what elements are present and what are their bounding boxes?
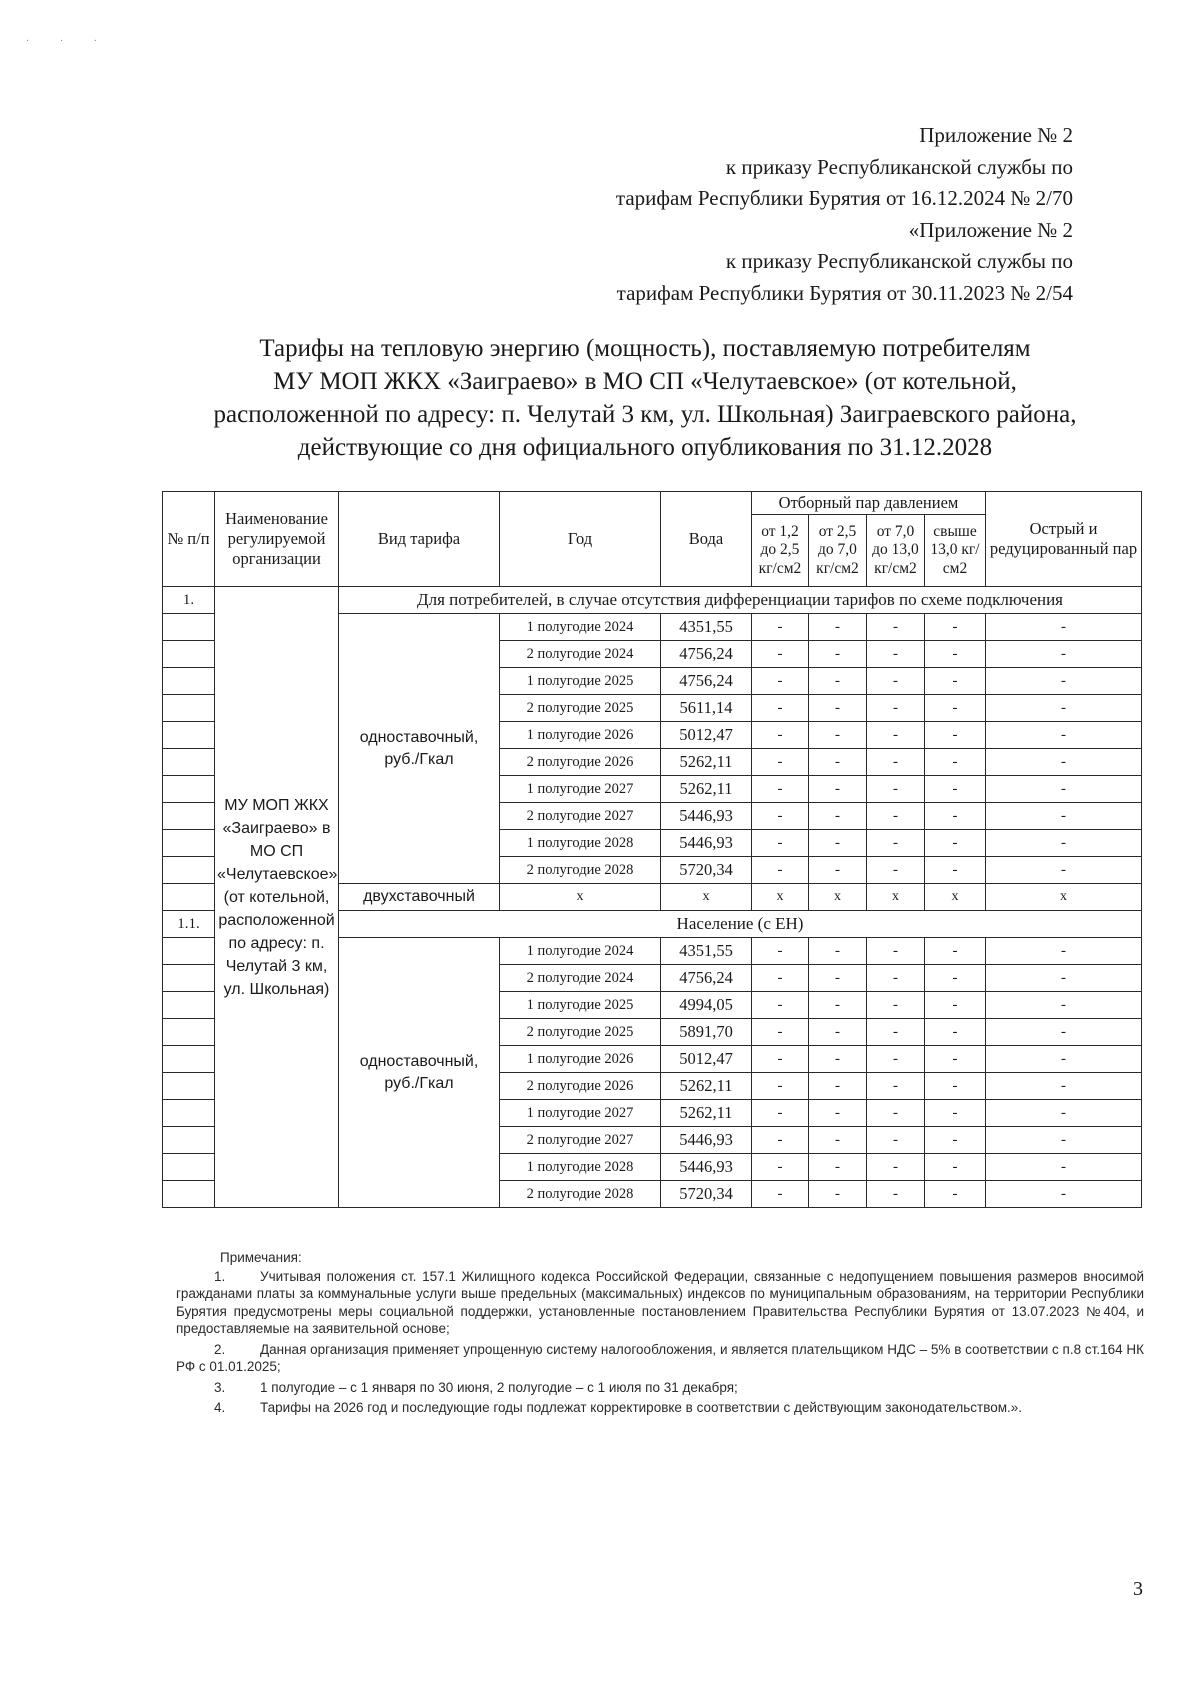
row-number: [163, 722, 215, 749]
empty-value-cell: -: [809, 1181, 867, 1208]
empty-value-cell: -: [809, 695, 867, 722]
empty-value-cell: -: [925, 803, 986, 830]
row-number: [163, 695, 215, 722]
row-number: [163, 1073, 215, 1100]
empty-value-cell: -: [752, 695, 809, 722]
not-applicable-cell: х: [500, 884, 661, 911]
empty-value-cell: -: [752, 965, 809, 992]
empty-value-cell: -: [809, 668, 867, 695]
note-text: Тарифы на 2026 год и последующие годы подлежат корректировке в соответствии с действующим законодательством.».: [260, 1400, 1023, 1415]
empty-value-cell: -: [925, 695, 986, 722]
notes: [176, 1249, 1144, 1420]
empty-value-cell: -: [809, 614, 867, 641]
empty-value-cell: -: [809, 992, 867, 1019]
water-tariff-cell: 5611,14: [661, 695, 752, 722]
empty-value-cell: -: [809, 749, 867, 776]
empty-value-cell: -: [986, 1046, 1142, 1073]
note-number: 3.: [214, 1379, 226, 1395]
water-tariff-cell: 4994,05: [661, 992, 752, 1019]
empty-value-cell: -: [809, 803, 867, 830]
empty-value-cell: -: [867, 1019, 925, 1046]
header-num: № п/п: [163, 492, 215, 587]
empty-value-cell: -: [867, 965, 925, 992]
period-cell: 1 полугодие 2025: [500, 992, 661, 1019]
note-text: 1 полугодие – с 1 января по 30 июня, 2 полугодие – с 1 июля по 31 декабря;: [260, 1379, 738, 1395]
empty-value-cell: -: [925, 965, 986, 992]
empty-value-cell: -: [867, 641, 925, 668]
empty-value-cell: -: [925, 857, 986, 884]
empty-value-cell: -: [867, 992, 925, 1019]
row-number: [163, 614, 215, 641]
empty-value-cell: -: [867, 1154, 925, 1181]
row-number: [163, 965, 215, 992]
header-line: к приказу Республиканской службы по: [725, 249, 1073, 273]
empty-value-cell: -: [925, 938, 986, 965]
empty-value-cell: -: [986, 1073, 1142, 1100]
period-cell: 1 полугодие 2026: [500, 722, 661, 749]
empty-value-cell: -: [752, 668, 809, 695]
period-cell: 2 полугодие 2026: [500, 1073, 661, 1100]
water-tariff-cell: 5012,47: [661, 722, 752, 749]
row-number: [163, 803, 215, 830]
not-applicable-cell: х: [986, 884, 1142, 911]
empty-value-cell: -: [986, 938, 1142, 965]
header-sharp-steam: Острый и редуцированный пар: [986, 492, 1142, 587]
empty-value-cell: -: [867, 938, 925, 965]
row-number: [163, 857, 215, 884]
not-applicable-cell: х: [809, 884, 867, 911]
empty-value-cell: -: [752, 992, 809, 1019]
empty-value-cell: -: [867, 830, 925, 857]
appendix-header: [616, 120, 1073, 309]
header-pressure-3: от 7,0 до 13,0 кг/см2: [867, 515, 925, 587]
notes-title: Примечания:: [220, 1250, 302, 1265]
period-cell: 2 полугодие 2024: [500, 965, 661, 992]
empty-value-cell: -: [986, 1100, 1142, 1127]
water-tariff-cell: 5446,93: [661, 830, 752, 857]
empty-value-cell: -: [925, 1073, 986, 1100]
period-cell: 2 полугодие 2028: [500, 857, 661, 884]
period-cell: 2 полугодие 2026: [500, 749, 661, 776]
empty-value-cell: -: [809, 965, 867, 992]
header-line: Приложение № 2: [919, 123, 1073, 147]
empty-value-cell: -: [752, 1127, 809, 1154]
note-number: 2.: [214, 1341, 226, 1357]
note-number: 1.: [214, 1268, 226, 1284]
empty-value-cell: -: [752, 1019, 809, 1046]
empty-value-cell: -: [925, 749, 986, 776]
row-number: [163, 1127, 215, 1154]
empty-value-cell: -: [752, 938, 809, 965]
section-row: [163, 587, 1142, 614]
title-line: расположенной по адресу: п. Челутай 3 км, ул. Школьная) Заиграевского района,: [213, 401, 1077, 428]
empty-value-cell: -: [986, 830, 1142, 857]
empty-value-cell: -: [867, 857, 925, 884]
empty-value-cell: -: [986, 992, 1142, 1019]
tariff-table-body: [163, 492, 1142, 1208]
empty-value-cell: -: [752, 776, 809, 803]
empty-value-cell: -: [986, 614, 1142, 641]
empty-value-cell: -: [986, 641, 1142, 668]
period-cell: 1 полугодие 2028: [500, 830, 661, 857]
note-item: [176, 1379, 1144, 1397]
water-tariff-cell: 4756,24: [661, 965, 752, 992]
empty-value-cell: -: [986, 776, 1142, 803]
row-number: [163, 1154, 215, 1181]
period-cell: 2 полугодие 2027: [500, 803, 661, 830]
empty-value-cell: -: [752, 722, 809, 749]
empty-value-cell: -: [867, 1073, 925, 1100]
empty-value-cell: -: [925, 722, 986, 749]
period-cell: 2 полугодие 2027: [500, 1127, 661, 1154]
empty-value-cell: -: [752, 641, 809, 668]
empty-value-cell: -: [809, 857, 867, 884]
empty-value-cell: -: [752, 830, 809, 857]
empty-value-cell: -: [925, 1181, 986, 1208]
empty-value-cell: -: [925, 1154, 986, 1181]
tariff-kind: одноставочный, руб./Гкал: [339, 938, 500, 1208]
empty-value-cell: -: [809, 1046, 867, 1073]
row-number: [163, 830, 215, 857]
row-number: 1.: [163, 587, 215, 614]
empty-value-cell: -: [986, 668, 1142, 695]
empty-value-cell: -: [809, 641, 867, 668]
water-tariff-cell: 5012,47: [661, 1046, 752, 1073]
empty-value-cell: -: [986, 1181, 1142, 1208]
water-tariff-cell: 5720,34: [661, 857, 752, 884]
water-tariff-cell: 5446,93: [661, 1127, 752, 1154]
tariff-kind: одноставочный, руб./Гкал: [339, 614, 500, 884]
empty-value-cell: -: [986, 965, 1142, 992]
period-cell: 1 полугодие 2028: [500, 1154, 661, 1181]
empty-value-cell: -: [867, 776, 925, 803]
row-number: [163, 1181, 215, 1208]
empty-value-cell: -: [925, 1046, 986, 1073]
header-org: Наименование регулируемой организации: [215, 492, 339, 587]
note-item: [176, 1341, 1144, 1376]
organization-name: МУ МОП ЖКХ «Заиграево» в МО СП «Челутаевское» (от котельной, расположенной по адресу: п. Челутай 3 км, ул. Школьная): [215, 587, 339, 1208]
page-number: 3: [1133, 1578, 1143, 1600]
empty-value-cell: -: [867, 722, 925, 749]
empty-value-cell: -: [925, 1019, 986, 1046]
empty-value-cell: -: [986, 857, 1142, 884]
row-number: [163, 668, 215, 695]
period-cell: 2 полугодие 2024: [500, 641, 661, 668]
row-number: [163, 1046, 215, 1073]
empty-value-cell: -: [752, 803, 809, 830]
period-cell: 1 полугодие 2027: [500, 1100, 661, 1127]
empty-value-cell: -: [752, 1046, 809, 1073]
header-line: к приказу Республиканской службы по: [725, 154, 1073, 179]
empty-value-cell: -: [752, 1154, 809, 1181]
period-cell: 1 полугодие 2025: [500, 668, 661, 695]
not-applicable-cell: х: [752, 884, 809, 911]
empty-value-cell: -: [809, 776, 867, 803]
empty-value-cell: -: [752, 1073, 809, 1100]
empty-value-cell: -: [809, 1100, 867, 1127]
table-header-row: [163, 492, 1142, 515]
header-steam-group: Отборный пар давлением: [752, 492, 986, 515]
header-pressure-1: от 1,2 до 2,5 кг/см2: [752, 515, 809, 587]
header-pressure-4: свыше 13,0 кг/см2: [925, 515, 986, 587]
empty-value-cell: -: [809, 1073, 867, 1100]
row-number: [163, 884, 215, 911]
empty-value-cell: -: [925, 1100, 986, 1127]
empty-value-cell: -: [986, 695, 1142, 722]
not-applicable-cell: х: [661, 884, 752, 911]
water-tariff-cell: 5262,11: [661, 749, 752, 776]
empty-value-cell: -: [925, 830, 986, 857]
row-number: [163, 776, 215, 803]
empty-value-cell: -: [752, 614, 809, 641]
water-tariff-cell: 5262,11: [661, 1073, 752, 1100]
empty-value-cell: -: [867, 668, 925, 695]
empty-value-cell: -: [752, 1100, 809, 1127]
period-cell: 1 полугодие 2027: [500, 776, 661, 803]
note-item: [176, 1399, 1144, 1417]
empty-value-cell: -: [752, 749, 809, 776]
note-text: Данная организация применяет упрощенную систему налогообложения, и является плательщиком НДС – 5% в соответствии с п.8 ст.164 НК РФ с 01.01.2025;: [176, 1341, 1144, 1374]
period-cell: 2 полугодие 2028: [500, 1181, 661, 1208]
empty-value-cell: -: [867, 1181, 925, 1208]
empty-value-cell: -: [925, 614, 986, 641]
empty-value-cell: -: [752, 1181, 809, 1208]
empty-value-cell: -: [925, 668, 986, 695]
row-number: [163, 1100, 215, 1127]
empty-value-cell: -: [986, 1019, 1142, 1046]
scan-artifact: · · ·: [26, 36, 111, 47]
tariff-table: [162, 491, 1142, 1208]
period-cell: 2 полугодие 2025: [500, 1019, 661, 1046]
empty-value-cell: -: [809, 830, 867, 857]
title-line: МУ МОП ЖКХ «Заиграево» в МО СП «Челутаевское» (от котельной,: [273, 368, 1017, 395]
empty-value-cell: -: [867, 1100, 925, 1127]
empty-value-cell: -: [867, 1127, 925, 1154]
title-line: Тарифы на тепловую энергию (мощность), поставляемую потребителям: [259, 335, 1031, 362]
section-label: Для потребителей, в случае отсутствия дифференциации тарифов по схеме подключения: [339, 587, 1142, 614]
header-pressure-2: от 2,5 до 7,0 кг/см2: [809, 515, 867, 587]
empty-value-cell: -: [809, 938, 867, 965]
header-line: тарифам Республики Бурятия от 30.11.2023 № 2/54: [616, 280, 1073, 305]
note-text: Учитывая положения ст. 157.1 Жилищного кодекса Российской Федерации, связанные с недопущением повышения размеров вносимой гражданами платы за коммунальные услуги выше предельных (максимальных) индексов по муниципальным образованиям, на территории Республики Бурятия предусмотрены меры социальной поддержки, установленные постановлением Правительства Республики Бурятия от 13.07.2023 №404, и предоставляемые на заявительной основе;: [176, 1268, 1144, 1336]
empty-value-cell: -: [809, 1154, 867, 1181]
empty-value-cell: -: [867, 614, 925, 641]
empty-value-cell: -: [986, 749, 1142, 776]
empty-value-cell: -: [986, 1127, 1142, 1154]
row-number: [163, 641, 215, 668]
empty-value-cell: -: [986, 1154, 1142, 1181]
empty-value-cell: -: [809, 1127, 867, 1154]
empty-value-cell: -: [867, 1046, 925, 1073]
period-cell: 1 полугодие 2024: [500, 938, 661, 965]
empty-value-cell: -: [867, 695, 925, 722]
header-water: Вода: [661, 492, 752, 587]
empty-value-cell: -: [867, 803, 925, 830]
empty-value-cell: -: [809, 722, 867, 749]
empty-value-cell: -: [867, 749, 925, 776]
not-applicable-cell: х: [867, 884, 925, 911]
water-tariff-cell: 4351,55: [661, 938, 752, 965]
row-number: [163, 992, 215, 1019]
empty-value-cell: -: [809, 1019, 867, 1046]
title-line: действующие со дня официального опубликования по 31.12.2028: [297, 434, 993, 461]
empty-value-cell: -: [986, 722, 1142, 749]
period-cell: 2 полугодие 2025: [500, 695, 661, 722]
empty-value-cell: -: [925, 1127, 986, 1154]
water-tariff-cell: 5262,11: [661, 1100, 752, 1127]
section-label: Население (с ЕН): [339, 911, 1142, 938]
empty-value-cell: -: [925, 776, 986, 803]
period-cell: 1 полугодие 2026: [500, 1046, 661, 1073]
water-tariff-cell: 5446,93: [661, 803, 752, 830]
water-tariff-cell: 5720,34: [661, 1181, 752, 1208]
not-applicable-cell: х: [925, 884, 986, 911]
water-tariff-cell: 5262,11: [661, 776, 752, 803]
note-item: [176, 1268, 1144, 1338]
header-line: «Приложение № 2: [908, 217, 1073, 242]
row-number: 1.1.: [163, 911, 215, 938]
empty-value-cell: -: [752, 857, 809, 884]
tariff-kind: двухставочный: [339, 884, 500, 911]
document-title: [150, 332, 1140, 464]
header-line: тарифам Республики Бурятия от 16.12.2024 № 2/70: [615, 186, 1073, 210]
row-number: [163, 938, 215, 965]
water-tariff-cell: 4756,24: [661, 641, 752, 668]
period-cell: 1 полугодие 2024: [500, 614, 661, 641]
water-tariff-cell: 4756,24: [661, 668, 752, 695]
empty-value-cell: -: [986, 803, 1142, 830]
water-tariff-cell: 4351,55: [661, 614, 752, 641]
water-tariff-cell: 5446,93: [661, 1154, 752, 1181]
empty-value-cell: -: [925, 641, 986, 668]
row-number: [163, 749, 215, 776]
empty-value-cell: -: [925, 992, 986, 1019]
note-number: 4.: [214, 1400, 226, 1415]
water-tariff-cell: 5891,70: [661, 1019, 752, 1046]
row-number: [163, 1019, 215, 1046]
header-kind: Вид тарифа: [339, 492, 500, 587]
header-year: Год: [500, 492, 661, 587]
